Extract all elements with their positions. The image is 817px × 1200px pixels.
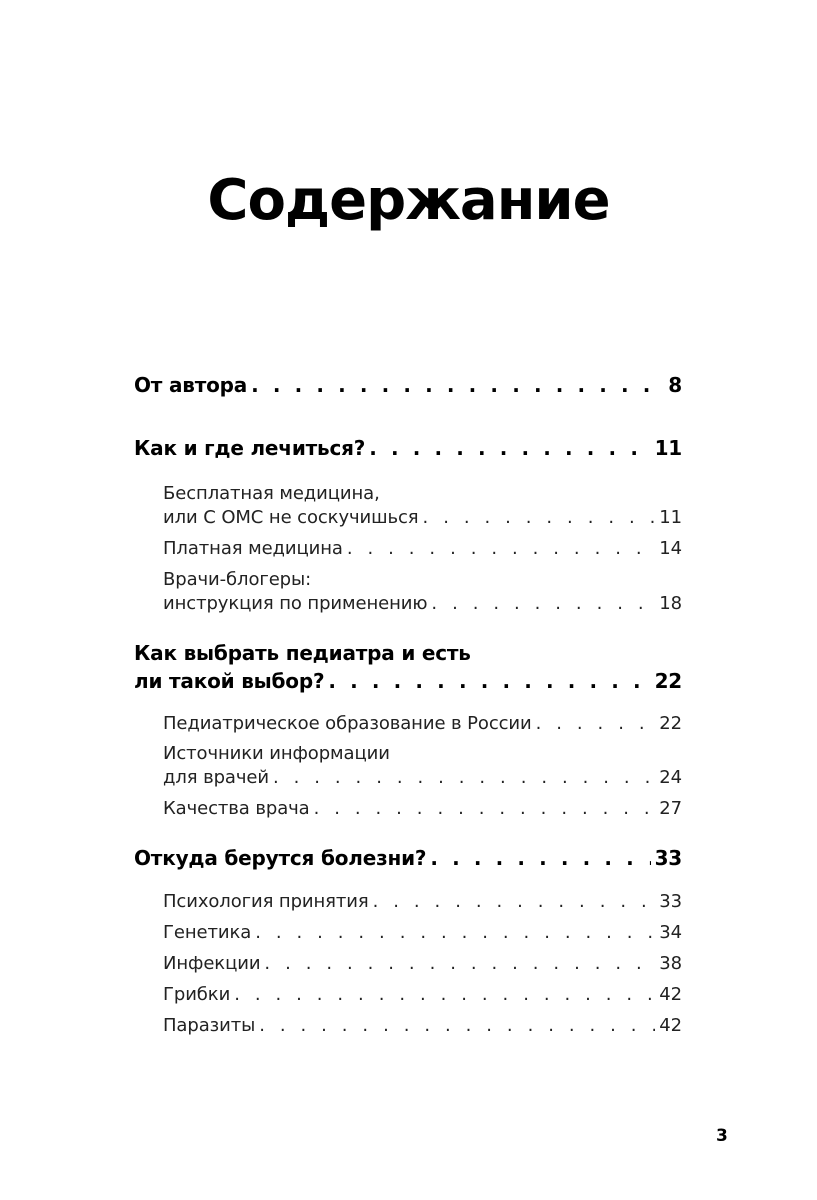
toc-entry-label: для врачей (163, 767, 269, 788)
toc-entry-label: Инфекции (163, 953, 261, 974)
toc-entry-label: От автора (134, 373, 248, 397)
toc-entry-page: 22 (654, 669, 682, 693)
toc-entry-label: Качества врача (163, 798, 310, 819)
toc-entry-label: Откуда берутся болезни? (134, 846, 427, 870)
dot-leader (259, 1015, 655, 1036)
toc-entry-page: 38 (659, 953, 682, 974)
dot-leader (328, 669, 650, 693)
dot-leader (314, 798, 656, 819)
toc-entry-page: 22 (659, 713, 682, 734)
dot-leader (373, 891, 656, 912)
dot-leader (347, 538, 655, 559)
toc-entry-page: 42 (659, 984, 682, 1005)
toc-entry-page: 27 (659, 798, 682, 819)
toc-entry-where-diseases-come-from[interactable] (134, 846, 682, 870)
toc-entry-label-line1: Бесплатная медицина, (163, 483, 380, 504)
toc-entry-label: ли такой выбор? (134, 669, 325, 693)
toc-entry-label-line1: Как выбрать педиатра и есть (134, 641, 471, 665)
dot-leader (431, 593, 655, 614)
toc-entry-page: 11 (654, 436, 682, 460)
toc-entry-pediatric-education[interactable] (163, 713, 682, 734)
toc-entry-label: Генетика (163, 922, 252, 943)
dot-leader (251, 373, 664, 397)
toc-entry-page: 8 (668, 373, 682, 397)
toc-entry-label: Педиатрическое образование в России (163, 713, 532, 734)
page-title: Содержание (207, 168, 610, 233)
toc-entry-from-author[interactable] (134, 373, 682, 397)
toc-entry-page: 24 (659, 767, 682, 788)
dot-leader (536, 713, 656, 734)
dot-leader (430, 846, 650, 870)
toc-entry-page: 33 (654, 846, 682, 870)
dot-leader (423, 507, 656, 528)
toc-entry-page: 18 (659, 593, 682, 614)
toc-entry-doctor-bloggers[interactable] (163, 593, 682, 614)
toc-entry-fungi[interactable] (163, 984, 682, 1005)
toc-entry-info-sources[interactable] (163, 767, 682, 788)
toc-entry-choose-pediatrician[interactable] (134, 669, 682, 693)
toc-entry-paid-medicine[interactable] (163, 538, 682, 559)
toc-entry-page: 11 (659, 507, 682, 528)
toc-entry-label: Грибки (163, 984, 231, 1005)
toc-entry-genetics[interactable] (163, 922, 682, 943)
toc-entry-label: или С ОМС не соскучишься (163, 507, 419, 528)
toc-entry-how-where-treat[interactable] (134, 436, 682, 460)
toc-entry-infections[interactable] (163, 953, 682, 974)
dot-leader (255, 922, 655, 943)
toc-entry-label: Паразиты (163, 1015, 256, 1036)
toc-entry-parasites[interactable] (163, 1015, 682, 1036)
toc-entry-page: 14 (659, 538, 682, 559)
toc-entry-label: Психология принятия (163, 891, 369, 912)
toc-entry-label-line1: Источники информации (163, 743, 390, 764)
dot-leader (234, 984, 655, 1005)
dot-leader (369, 436, 650, 460)
page-number: 3 (716, 1126, 728, 1146)
toc-entry-psychology-acceptance[interactable] (163, 891, 682, 912)
dot-leader (264, 953, 655, 974)
toc-entry-label: инструкция по применению (163, 593, 428, 614)
toc-entry-label: Платная медицина (163, 538, 343, 559)
toc-entry-page: 42 (659, 1015, 682, 1036)
dot-leader (273, 767, 655, 788)
toc-entry-page: 34 (659, 922, 682, 943)
toc-entry-free-medicine[interactable] (163, 507, 682, 528)
toc-entry-doctor-qualities[interactable] (163, 798, 682, 819)
toc-entry-label-line1: Врачи-блогеры: (163, 569, 312, 590)
toc-entry-page: 33 (659, 891, 682, 912)
toc-entry-label: Как и где лечиться? (134, 436, 366, 460)
